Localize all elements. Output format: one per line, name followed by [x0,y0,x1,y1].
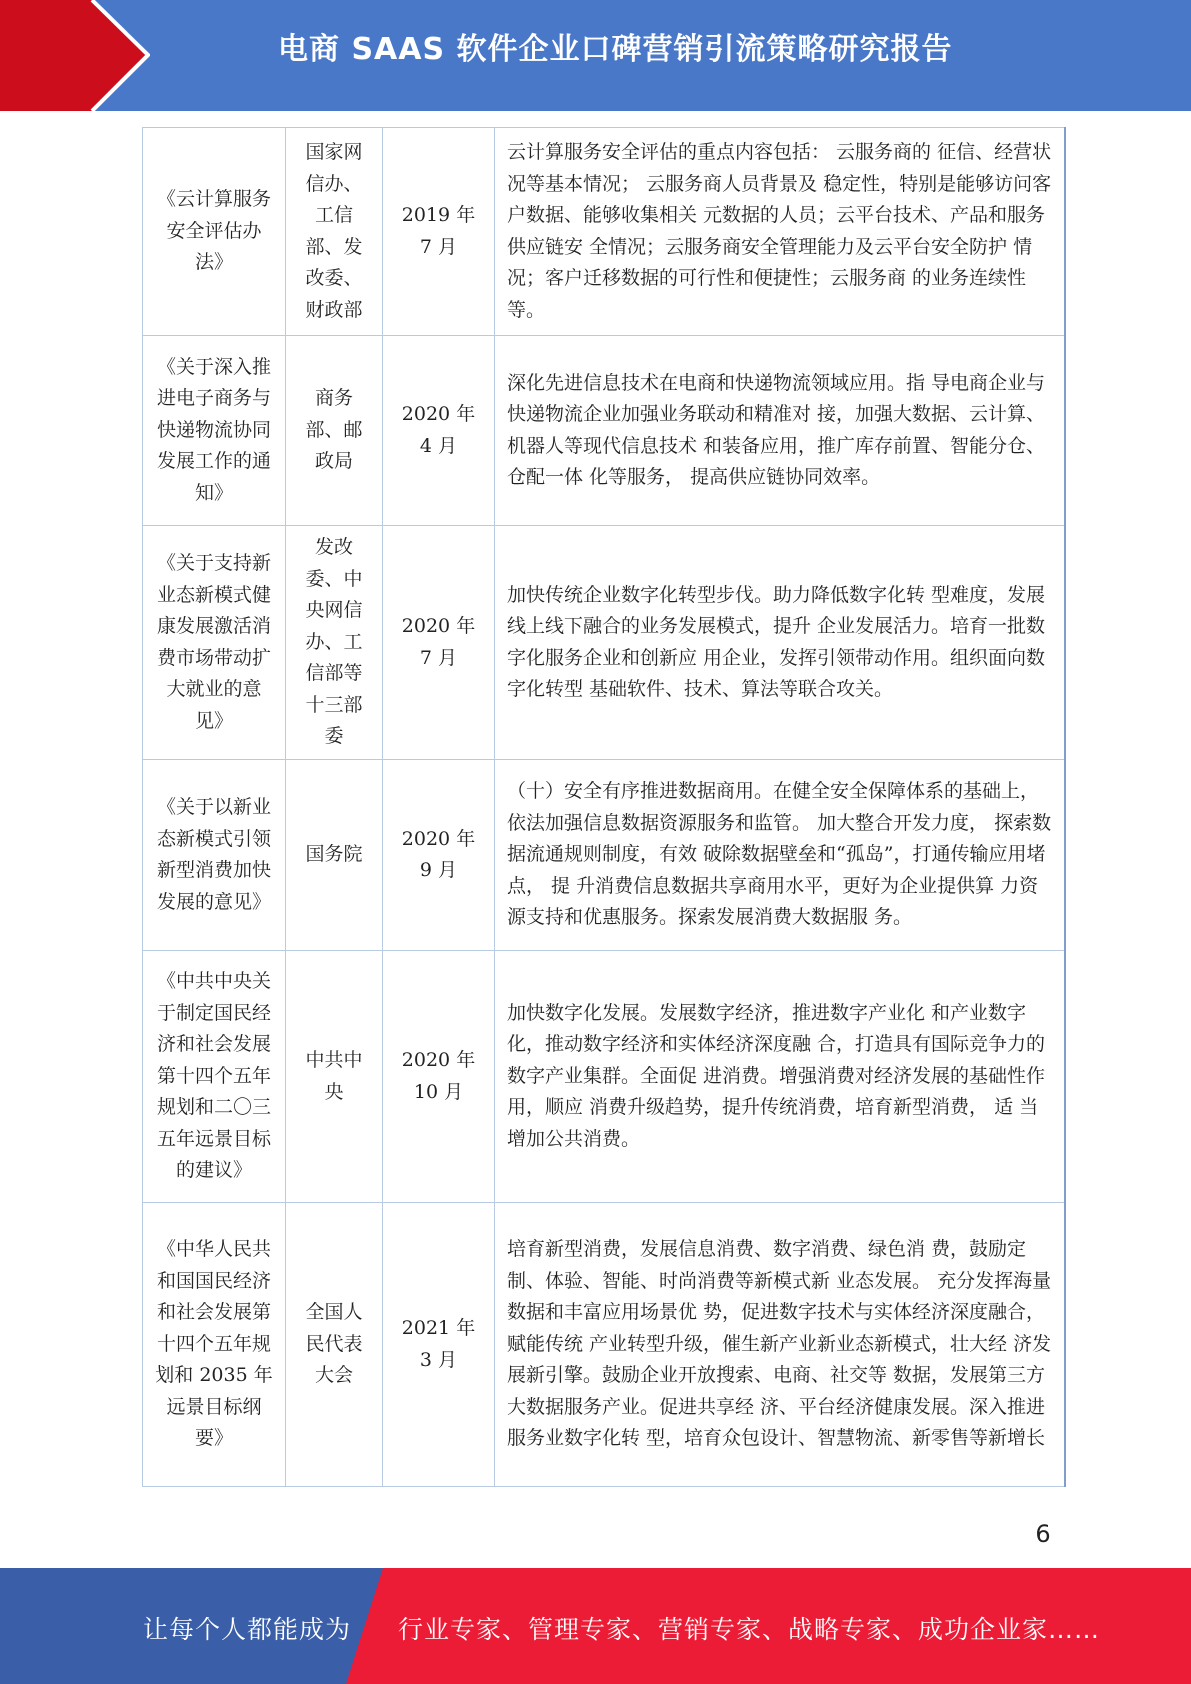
date-cell: 2020 年 7 月 [383,526,495,760]
date-cell: 2020 年 4 月 [383,336,495,526]
date-cell: 2020 年 10 月 [383,951,495,1203]
content-cell: 加快传统企业数字化转型步伐。助力降低数字化转 型难度，发展线上线下融合的业务发展模式，提升 企业发展活力。培育一批数字化服务企业和创新应 用企业，发挥引领带动作用。组织面向数字化转型 基础软件、技术、算法等联合攻关。 [495,526,1065,760]
page-title: 电商 SAAS 软件企业口碑营销引流策略研究报告 [278,32,953,67]
footer-slogan-left: 让每个人都能成为 [143,1615,352,1644]
table-row [143,526,1065,760]
policy-table [142,127,1066,1487]
content-cell: 加快数字化发展。发展数字经济，推进数字产业化 和产业数字化，推动数字经济和实体经济深度融 合，打造具有国际竞争力的数字产业集群。全面促 进消费。增强消费对经济发展的基础性作用，顺应 消费升级趋势，提升传统消费，培育新型消费， 适 当增加公共消费。 [495,951,1065,1203]
header-red-arrow-shape [0,0,150,111]
policy-name-cell: 《关于深入推进电子商务与快递物流协同发展工作的通知》 [143,336,286,526]
table-row [143,336,1065,526]
issuer-cell: 商务部、邮政局 [286,336,383,526]
table-row [143,128,1065,336]
date-cell: 2021 年 3 月 [383,1203,495,1487]
footer-slogan-right: 行业专家、管理专家、营销专家、战略专家、成功企业家…… [398,1615,1101,1644]
date-cell: 2020 年 9 月 [383,760,495,951]
issuer-cell: 国家网信办、工信部、发改委、财政部 [286,128,383,336]
policy-name-cell: 《中华人民共和国国民经济和社会发展第十四个五年规划和 2035 年远景目标纲要》 [143,1203,286,1487]
table-row [143,951,1065,1203]
table-row [143,1203,1065,1487]
content-cell: 云计算服务安全评估的重点内容包括： 云服务商的 征信、经营状况等基本情况； 云服务商人员背景及 稳定性，特别是能够访问客户数据、能够收集相关 元数据的人员；云平台技术、产品和服务供应链安 全情况；云服务商安全管理能力及云平台安全防护 情况；客户迁移数据的可行性和便捷性；云服务商 的业务连续性等。 [495,128,1065,336]
issuer-cell: 国务院 [286,760,383,951]
content-cell: （十）安全有序推进数据商用。在健全安全保障体系的基础上，依法加强信息数据资源服务和监管。 加大整合开发力度， 探索数据流通规则制度，有效 破除数据壁垒和“孤岛”，打通传输应用堵点， 提 升消费信息数据共享商用水平，更好为企业提供算 力资源支持和优惠服务。探索发展消费大数据服 务。 [495,760,1065,951]
policy-name-cell: 《关于以新业态新模式引领新型消费加快发展的意见》 [143,760,286,951]
issuer-cell: 全国人民代表大会 [286,1203,383,1487]
policy-name-cell: 《云计算服务安全评估办法》 [143,128,286,336]
date-cell: 2019 年 7 月 [383,128,495,336]
page-header [0,0,1191,111]
policy-name-cell: 《中共中央关于制定国民经济和社会发展第十四个五年规划和二〇三五年远景目标的建议》 [143,951,286,1203]
page-number: 6 [1035,1520,1051,1548]
issuer-cell: 发改委、中央网信办、工信部等十三部委 [286,526,383,760]
table-row [143,760,1065,951]
page-footer [0,1568,1191,1684]
issuer-cell: 中共中央 [286,951,383,1203]
policy-name-cell: 《关于支持新业态新模式健康发展激活消费市场带动扩大就业的意见》 [143,526,286,760]
content-cell: 深化先进信息技术在电商和快递物流领域应用。指 导电商企业与快递物流企业加强业务联动和精准对 接，加强大数据、云计算、机器人等现代信息技术 和装备应用，推广库存前置、智能分仓、仓配一体 化等服务， 提高供应链协同效率。 [495,336,1065,526]
content-cell: 培育新型消费，发展信息消费、数字消费、绿色消 费，鼓励定制、体验、智能、时尚消费等新模式新 业态发展。 充分发挥海量数据和丰富应用场景优 势，促进数字技术与实体经济深度融合，赋能传统 产业转型升级，催生新产业新业态新模式，壮大经 济发展新引擎。鼓励企业开放搜索、电商、社交等 数据，发展第三方大数据服务产业。促进共享经 济、平台经济健康发展。深入推进服务业数字化转 型，培育众包设计、智慧物流、新零售等新增长 [495,1203,1065,1487]
